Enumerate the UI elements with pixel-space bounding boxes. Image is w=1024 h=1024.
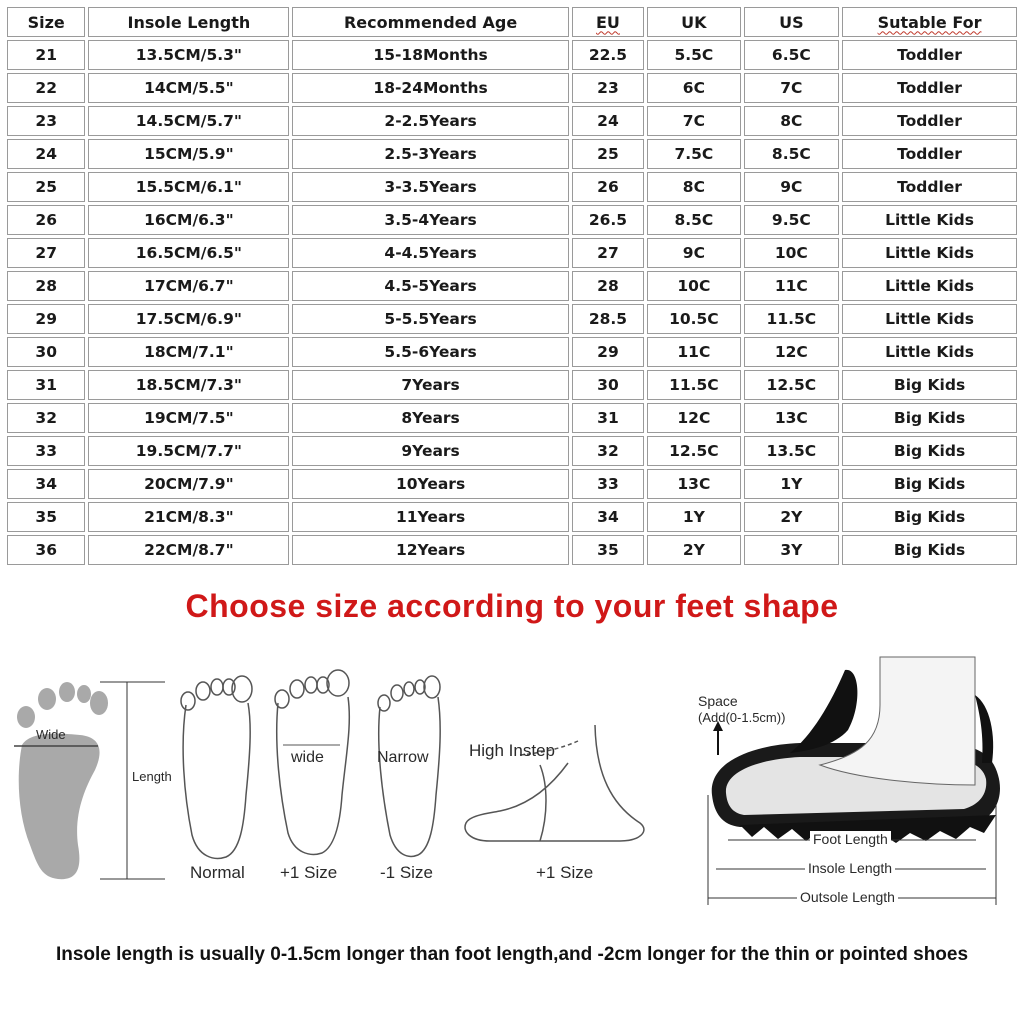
cell-size: 30 — [7, 337, 85, 367]
insole-footnote: Insole length is usually 0-1.5cm longer than foot length,and -2cm longer for the thin or pointed shoes — [55, 944, 969, 965]
cell-insole-length: 16.5CM/6.5" — [88, 238, 289, 268]
header-suitable-for-text: Sutable For — [877, 12, 982, 32]
cell-eu: 28 — [572, 271, 644, 301]
cell-eu: 25 — [572, 139, 644, 169]
cell-uk: 11.5C — [647, 370, 740, 400]
space-label: Space — [698, 693, 738, 709]
cell-recommended-age: 5.5-6Years — [292, 337, 568, 367]
cell-size: 21 — [7, 40, 85, 70]
table-row — [7, 436, 1017, 466]
cell-suitable-for: Little Kids — [842, 271, 1017, 301]
table-row — [7, 205, 1017, 235]
cell-suitable-for: Big Kids — [842, 370, 1017, 400]
cell-us: 7C — [744, 73, 839, 103]
cell-eu: 28.5 — [572, 304, 644, 334]
cell-size: 31 — [7, 370, 85, 400]
cell-insole-length: 16CM/6.3" — [88, 205, 289, 235]
cell-suitable-for: Big Kids — [842, 535, 1017, 565]
cell-us: 6.5C — [744, 40, 839, 70]
header-size: Size — [7, 7, 85, 37]
cell-recommended-age: 2.5-3Years — [292, 139, 568, 169]
cell-eu: 33 — [572, 469, 644, 499]
cell-recommended-age: 12Years — [292, 535, 568, 565]
cell-recommended-age: 3.5-4Years — [292, 205, 568, 235]
shoe-cross-section — [712, 657, 1000, 843]
normal-foot-outline — [181, 676, 252, 858]
table-row — [7, 337, 1017, 367]
cell-suitable-for: Big Kids — [842, 502, 1017, 532]
table-row — [7, 370, 1017, 400]
size-chart-table — [4, 4, 1020, 568]
cell-insole-length: 17.5CM/6.9" — [88, 304, 289, 334]
cell-us: 3Y — [744, 535, 839, 565]
cell-insole-length: 18CM/7.1" — [88, 337, 289, 367]
header-uk: UK — [647, 7, 740, 37]
cell-suitable-for: Toddler — [842, 106, 1017, 136]
cell-recommended-age: 8Years — [292, 403, 568, 433]
high-instep-label: High Instep — [469, 741, 555, 760]
table-row — [7, 139, 1017, 169]
cell-recommended-age: 15-18Months — [292, 40, 568, 70]
cell-insole-length: 14.5CM/5.7" — [88, 106, 289, 136]
cell-suitable-for: Big Kids — [842, 469, 1017, 499]
cell-size: 26 — [7, 205, 85, 235]
cell-recommended-age: 3-3.5Years — [292, 172, 568, 202]
cell-insole-length: 19.5CM/7.7" — [88, 436, 289, 466]
cell-eu: 26.5 — [572, 205, 644, 235]
cell-us: 12.5C — [744, 370, 839, 400]
cell-recommended-age: 2-2.5Years — [292, 106, 568, 136]
cell-us: 11C — [744, 271, 839, 301]
length-label: Length — [132, 769, 172, 784]
page-headline: Choose size according to your feet shape — [185, 588, 839, 624]
cell-size: 22 — [7, 73, 85, 103]
header-recommended-age: Recommended Age — [292, 7, 568, 37]
cell-insole-length: 22CM/8.7" — [88, 535, 289, 565]
insole-length-label: Insole Length — [805, 860, 895, 876]
cell-us: 8.5C — [744, 139, 839, 169]
cell-eu: 24 — [572, 106, 644, 136]
cell-insole-length: 17CM/6.7" — [88, 271, 289, 301]
cell-us: 13C — [744, 403, 839, 433]
cell-recommended-age: 18-24Months — [292, 73, 568, 103]
cell-suitable-for: Little Kids — [842, 238, 1017, 268]
cell-insole-length: 13.5CM/5.3" — [88, 40, 289, 70]
cell-recommended-age: 5-5.5Years — [292, 304, 568, 334]
cell-recommended-age: 9Years — [292, 436, 568, 466]
caption-normal: Normal — [190, 863, 245, 882]
cell-eu: 27 — [572, 238, 644, 268]
cell-us: 9C — [744, 172, 839, 202]
cell-uk: 8C — [647, 172, 740, 202]
cell-uk: 2Y — [647, 535, 740, 565]
cell-uk: 7C — [647, 106, 740, 136]
cell-us: 8C — [744, 106, 839, 136]
cell-us: 2Y — [744, 502, 839, 532]
cell-eu: 22.5 — [572, 40, 644, 70]
table-header-row — [7, 7, 1017, 37]
cell-insole-length: 15.5CM/6.1" — [88, 172, 289, 202]
cell-eu: 31 — [572, 403, 644, 433]
cell-uk: 5.5C — [647, 40, 740, 70]
table-row — [7, 172, 1017, 202]
cell-insole-length: 14CM/5.5" — [88, 73, 289, 103]
cell-eu: 30 — [572, 370, 644, 400]
foot-length-label: Foot Length — [810, 831, 891, 847]
cell-insole-length: 18.5CM/7.3" — [88, 370, 289, 400]
cell-suitable-for: Toddler — [842, 40, 1017, 70]
cell-eu: 32 — [572, 436, 644, 466]
cell-us: 12C — [744, 337, 839, 367]
table-row — [7, 469, 1017, 499]
cell-uk: 12.5C — [647, 436, 740, 466]
cell-us: 1Y — [744, 469, 839, 499]
caption-instep-plus-size: +1 Size — [536, 863, 594, 882]
cell-us: 11.5C — [744, 304, 839, 334]
cell-suitable-for: Toddler — [842, 172, 1017, 202]
cell-eu: 34 — [572, 502, 644, 532]
table-body — [7, 40, 1017, 565]
cell-uk: 10C — [647, 271, 740, 301]
cell-suitable-for: Big Kids — [842, 403, 1017, 433]
cell-size: 24 — [7, 139, 85, 169]
cell-eu: 35 — [572, 535, 644, 565]
cell-size: 33 — [7, 436, 85, 466]
cell-size: 34 — [7, 469, 85, 499]
wide-foot-label: wide — [291, 749, 324, 766]
cell-size: 35 — [7, 502, 85, 532]
cell-size: 28 — [7, 271, 85, 301]
cell-uk: 8.5C — [647, 205, 740, 235]
cell-uk: 1Y — [647, 502, 740, 532]
cell-us: 9.5C — [744, 205, 839, 235]
cell-suitable-for: Little Kids — [842, 304, 1017, 334]
outsole-length-label: Outsole Length — [797, 889, 898, 905]
cell-suitable-for: Toddler — [842, 139, 1017, 169]
header-suitable-for — [842, 7, 1017, 37]
header-insole-length: Insole Length — [88, 7, 289, 37]
cell-uk: 12C — [647, 403, 740, 433]
cell-suitable-for: Little Kids — [842, 205, 1017, 235]
cell-us: 13.5C — [744, 436, 839, 466]
table-row — [7, 73, 1017, 103]
cell-insole-length: 19CM/7.5" — [88, 403, 289, 433]
header-us: US — [744, 7, 839, 37]
cell-insole-length: 20CM/7.9" — [88, 469, 289, 499]
space-note: (Add(0-1.5cm)) — [698, 710, 786, 725]
cell-size: 36 — [7, 535, 85, 565]
cell-uk: 10.5C — [647, 304, 740, 334]
cell-uk: 9C — [647, 238, 740, 268]
cell-size: 25 — [7, 172, 85, 202]
cell-suitable-for: Big Kids — [842, 436, 1017, 466]
cell-recommended-age: 11Years — [292, 502, 568, 532]
footprint-icon — [17, 682, 108, 879]
table-row — [7, 535, 1017, 565]
header-eu-text: EU — [596, 12, 620, 32]
caption-plus-size: +1 Size — [280, 863, 338, 882]
cell-size: 32 — [7, 403, 85, 433]
cell-recommended-age: 7Years — [292, 370, 568, 400]
cell-suitable-for: Little Kids — [842, 337, 1017, 367]
cell-size: 29 — [7, 304, 85, 334]
cell-uk: 7.5C — [647, 139, 740, 169]
cell-eu: 29 — [572, 337, 644, 367]
cell-insole-length: 15CM/5.9" — [88, 139, 289, 169]
cell-recommended-age: 4-4.5Years — [292, 238, 568, 268]
cell-insole-length: 21CM/8.3" — [88, 502, 289, 532]
cell-uk: 11C — [647, 337, 740, 367]
cell-eu: 23 — [572, 73, 644, 103]
table-row — [7, 106, 1017, 136]
cell-size: 27 — [7, 238, 85, 268]
cell-suitable-for: Toddler — [842, 73, 1017, 103]
table-row — [7, 403, 1017, 433]
cell-recommended-age: 4.5-5Years — [292, 271, 568, 301]
cell-uk: 13C — [647, 469, 740, 499]
table-row — [7, 238, 1017, 268]
caption-minus-size: -1 Size — [380, 863, 433, 882]
table-row — [7, 40, 1017, 70]
cell-recommended-age: 10Years — [292, 469, 568, 499]
table-row — [7, 271, 1017, 301]
table-row — [7, 304, 1017, 334]
cell-eu: 26 — [572, 172, 644, 202]
cell-size: 23 — [7, 106, 85, 136]
cell-uk: 6C — [647, 73, 740, 103]
narrow-foot-label: Narrow — [377, 749, 429, 766]
header-eu — [572, 7, 644, 37]
foot-shape-illustration — [0, 645, 1024, 920]
wide-label: Wide — [36, 727, 66, 742]
cell-us: 10C — [744, 238, 839, 268]
table-row — [7, 502, 1017, 532]
